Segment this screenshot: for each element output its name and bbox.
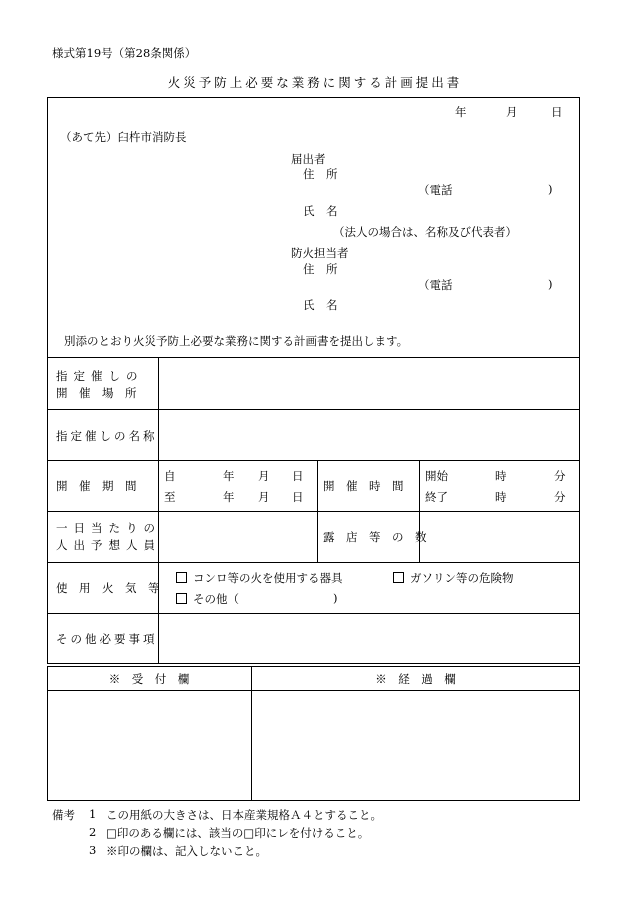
option-stove[interactable] (176, 570, 343, 586)
time-label: 開 催 時 間 (323, 479, 404, 493)
note-number: 2 (89, 825, 97, 839)
attendance-field[interactable] (159, 512, 316, 561)
checkbox-icon[interactable] (393, 572, 404, 583)
attendance-label-1: 一日当たりの (56, 521, 161, 535)
start-minute[interactable]: 分 (554, 469, 566, 483)
period-label: 開 催 期 間 (56, 479, 137, 493)
event-name-field[interactable] (159, 410, 579, 459)
end-label: 終了 (425, 490, 448, 504)
period-to: 至 (164, 490, 176, 504)
venue-label-2: 開 催 場 所 (56, 386, 137, 400)
from-year[interactable]: 年 (223, 469, 235, 483)
venue-field[interactable] (159, 358, 579, 408)
checkbox-icon[interactable] (176, 593, 187, 604)
option-other-label: その他（ (193, 592, 239, 606)
fire-officer-label: 防火担当者 (291, 246, 349, 260)
fire-officer-phone-label: （電話 (418, 278, 453, 292)
other-label: その他必要事項 (56, 632, 158, 646)
note-1: この用紙の大きさは、日本産業規格Ａ４とすること。 (106, 808, 382, 822)
stalls-label: 露 店 等 の 数 (323, 530, 427, 544)
option-gasoline-label: ガソリン等の危険物 (410, 571, 514, 585)
stalls-field[interactable] (420, 512, 579, 561)
note-number: 3 (89, 843, 97, 857)
date-year[interactable]: 年 (455, 105, 467, 119)
note-3: ※印の欄は、記入しないこと。 (106, 844, 267, 858)
start-hour[interactable]: 時 (495, 469, 507, 483)
submitter-label: 届出者 (291, 152, 326, 166)
note-number: 1 (89, 807, 97, 821)
fire-use-label: 使 用 火 気 等 (56, 581, 160, 595)
form-title: 火災予防上必要な業務に関する計画提出書 (167, 75, 463, 90)
checkbox-icon[interactable] (176, 572, 187, 583)
option-stove-label: コンロ等の火を使用する器具 (193, 571, 343, 585)
reception-header: ※ 受 付 欄 (108, 672, 190, 686)
fire-officer-phone-close: ) (548, 277, 553, 291)
note-2: □印のある欄には、該当の□印にレを付けること。 (106, 826, 370, 840)
notes-label: 備考 (52, 808, 75, 822)
submitter-address-label: 住 所 (303, 167, 338, 181)
event-name-label: 指定催しの名称 (56, 429, 158, 443)
submitter-phone-close: ) (548, 182, 553, 196)
date-month[interactable]: 月 (506, 105, 518, 119)
submitter-name-label: 氏 名 (303, 204, 338, 218)
submitter-phone-label: （電話 (418, 183, 453, 197)
fire-officer-name-label: 氏 名 (303, 298, 338, 312)
from-day[interactable]: 日 (292, 469, 304, 483)
to-month[interactable]: 月 (258, 490, 270, 504)
other-field[interactable] (159, 614, 579, 663)
divider (47, 460, 580, 461)
attendance-label-2: 人出予想人員 (56, 538, 161, 552)
fire-officer-address-label: 住 所 (303, 262, 338, 276)
end-minute[interactable]: 分 (554, 490, 566, 504)
form-number: 様式第19号（第28条関係） (52, 46, 197, 60)
progress-header: ※ 経 過 欄 (375, 672, 456, 686)
divider (317, 460, 318, 562)
date-day[interactable]: 日 (551, 105, 563, 119)
from-month[interactable]: 月 (258, 469, 270, 483)
option-other[interactable] (176, 591, 239, 607)
end-hour[interactable]: 時 (495, 490, 507, 504)
period-from: 自 (164, 469, 176, 483)
to-year[interactable]: 年 (223, 490, 235, 504)
start-label: 開始 (425, 469, 448, 483)
addressee: （あて先）臼杵市消防長 (60, 130, 187, 144)
corp-note: （法人の場合は、名称及び代表者） (333, 225, 517, 239)
option-other-close: ) (333, 591, 338, 605)
divider (47, 562, 580, 563)
venue-label-1: 指定催しの (56, 369, 144, 383)
divider (47, 690, 580, 691)
to-day[interactable]: 日 (292, 490, 304, 504)
option-gasoline[interactable] (393, 570, 514, 586)
statement: 別添のとおり火災予防上必要な業務に関する計画書を提出します。 (64, 334, 409, 348)
